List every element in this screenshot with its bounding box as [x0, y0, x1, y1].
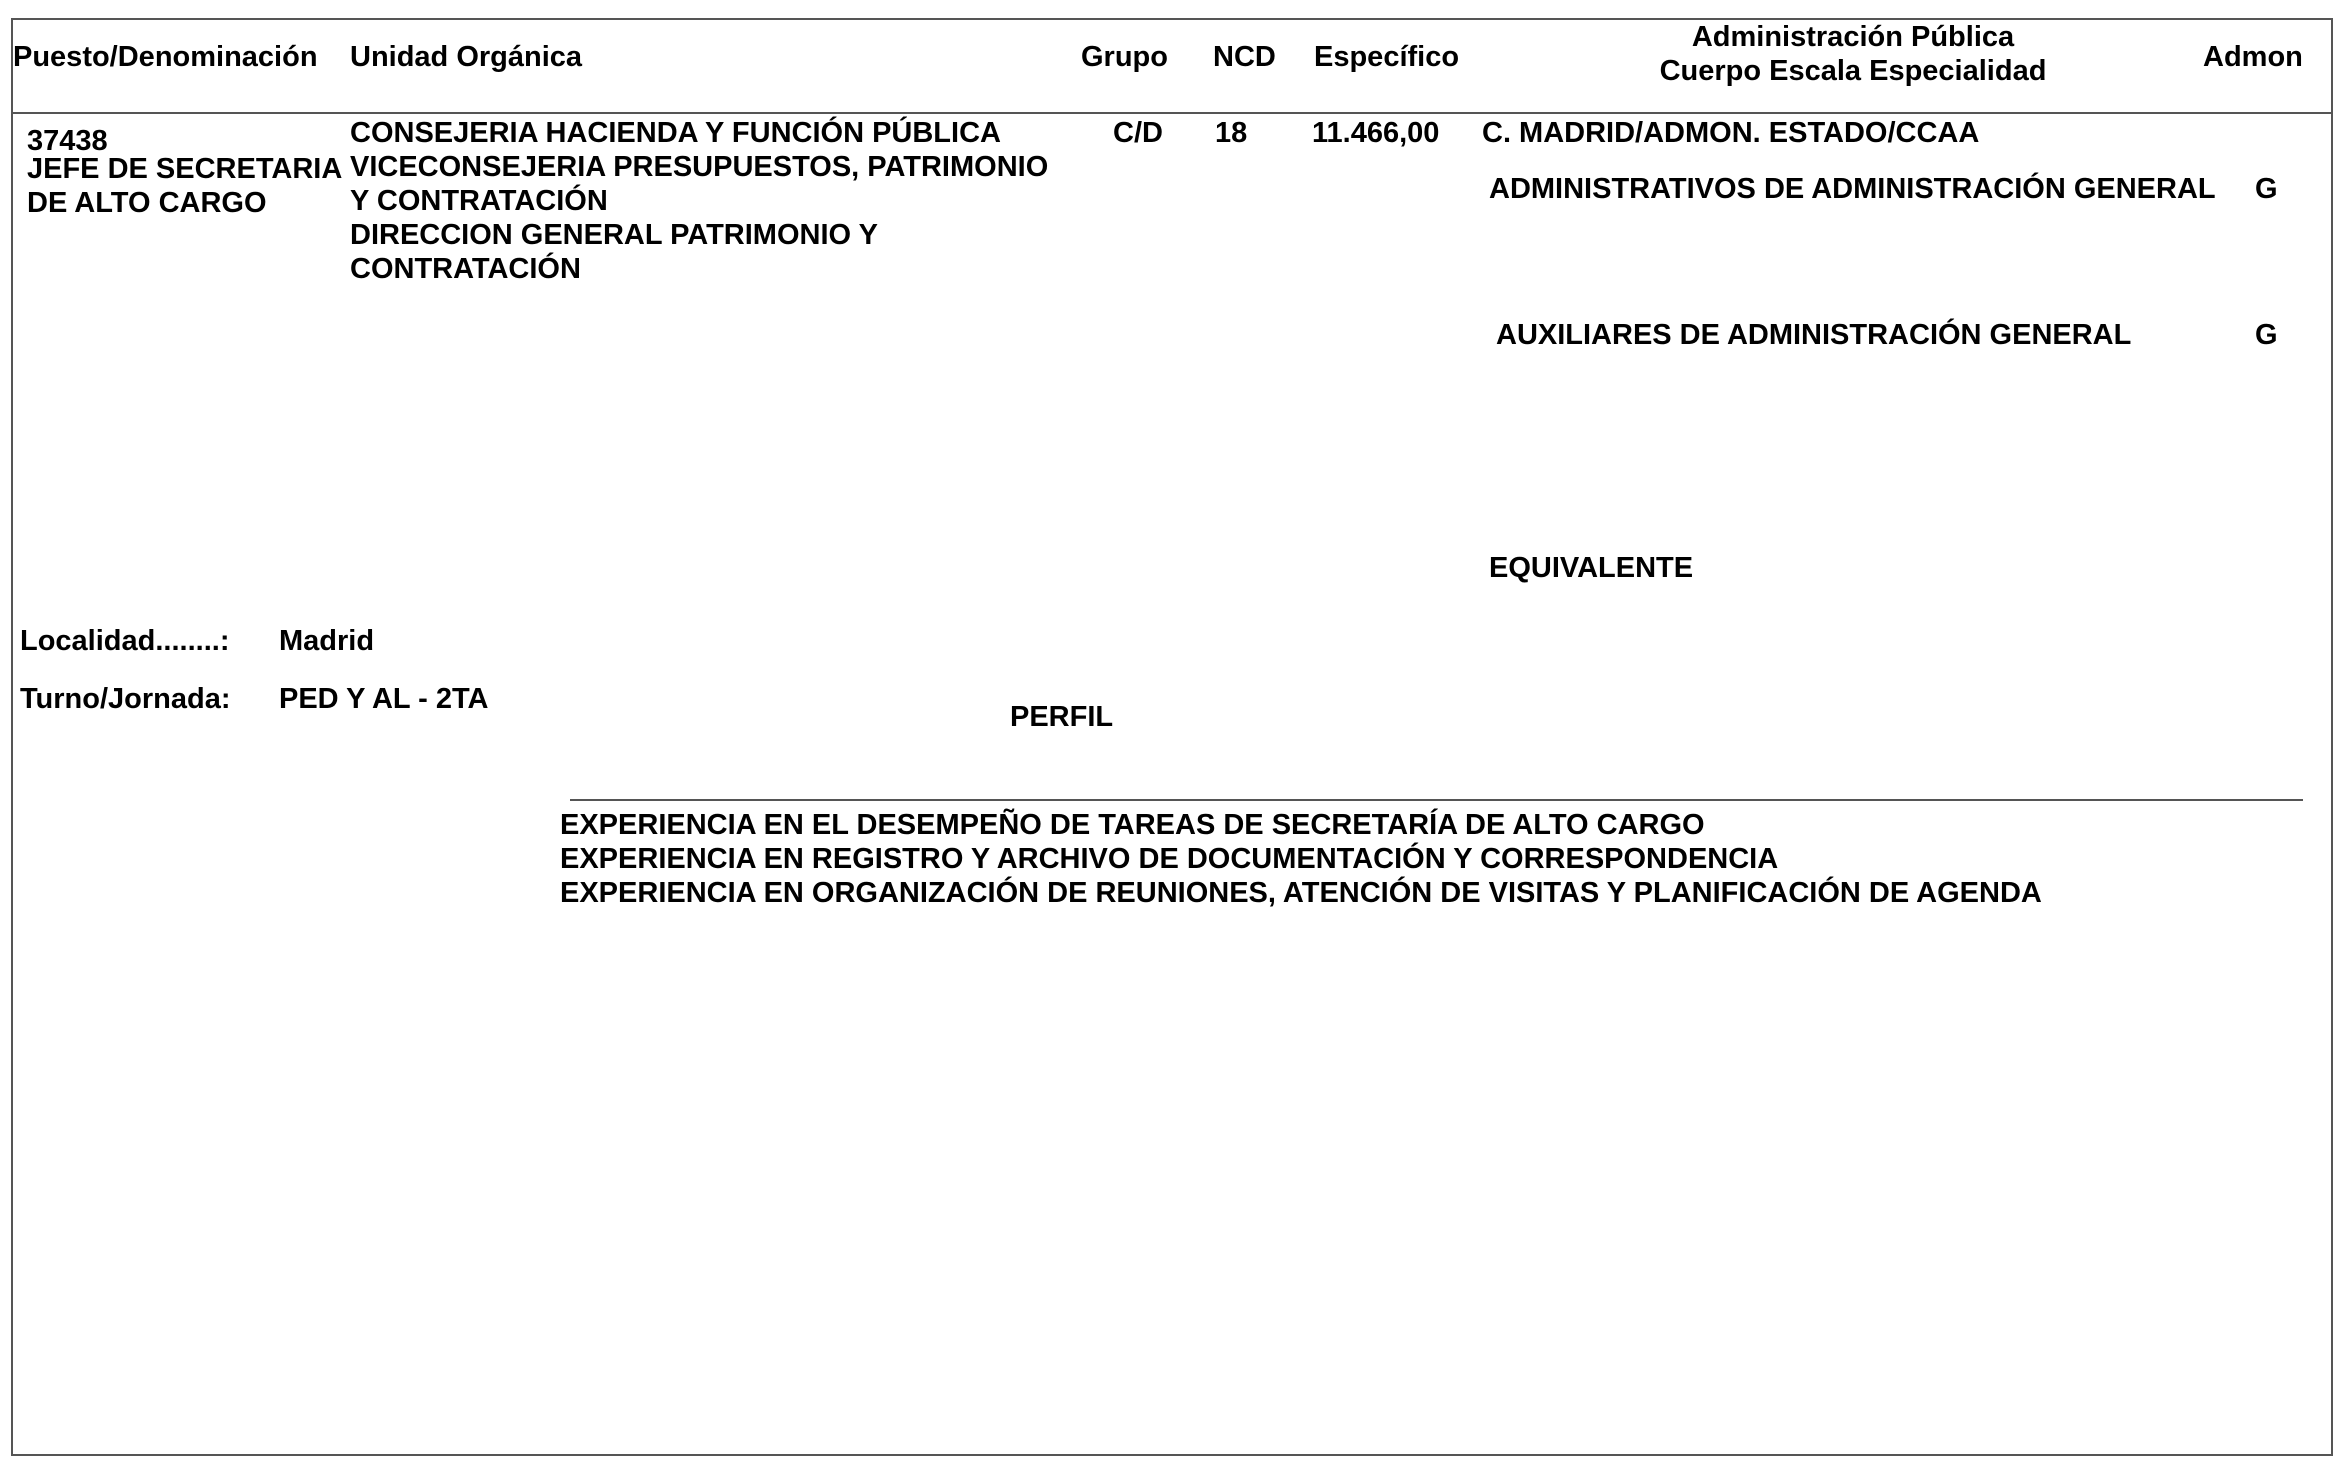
equivalente-label: EQUIVALENTE: [1489, 552, 1694, 584]
unidad-line2: VICECONSEJERIA PRESUPUESTOS, PATRIMONIO: [350, 151, 1049, 183]
header-admon: Admon: [2203, 41, 2303, 73]
cuerpo-1-admon: G: [2255, 173, 2278, 205]
ncd-value: 18: [1215, 117, 1248, 149]
header-especifico: Específico: [1314, 41, 1460, 73]
unidad-line4: DIRECCION GENERAL PATRIMONIO Y: [350, 219, 878, 251]
perfil-line3: EXPERIENCIA EN ORGANIZACIÓN DE REUNIONES, ATENCIÓN DE VISITAS Y PLANIFICACIÓN DE AGENDA: [560, 877, 2042, 909]
perfil-title: PERFIL: [1010, 701, 1114, 733]
perfil-line1: EXPERIENCIA EN EL DESEMPEÑO DE TAREAS DE SECRETARÍA DE ALTO CARGO: [560, 809, 1705, 841]
header-ncd: NCD: [1213, 41, 1276, 73]
administracion-value: C. MADRID/ADMON. ESTADO/CCAA: [1482, 117, 1980, 149]
header-puesto: Puesto/Denominación: [13, 41, 318, 73]
puesto-name-line1: JEFE DE SECRETARIA: [27, 153, 343, 185]
header-divider: [13, 112, 2331, 114]
unidad-line5: CONTRATACIÓN: [350, 253, 581, 285]
unidad-line1: CONSEJERIA HACIENDA Y FUNCIÓN PÚBLICA: [350, 117, 1001, 149]
unidad-line3: Y CONTRATACIÓN: [350, 185, 608, 217]
puesto-name-line2: DE ALTO CARGO: [27, 187, 267, 219]
grupo-value: C/D: [1113, 117, 1163, 149]
localidad-value: Madrid: [279, 625, 375, 657]
especifico-value: 11.466,00: [1312, 117, 1440, 149]
cuerpo-2-name: AUXILIARES DE ADMINISTRACIÓN GENERAL: [1496, 319, 2132, 351]
perfil-line2: EXPERIENCIA EN REGISTRO Y ARCHIVO DE DOCUMENTACIÓN Y CORRESPONDENCIA: [560, 843, 1779, 875]
header-grupo: Grupo: [1081, 41, 1168, 73]
header-cuerpo-escala: Cuerpo Escala Especialidad: [1659, 55, 2047, 87]
turno-label: Turno/Jornada:: [20, 683, 231, 715]
record-frame: [11, 18, 2333, 1456]
localidad-label: Localidad........:: [20, 625, 230, 657]
puesto-code: 37438: [27, 125, 108, 157]
cuerpo-1-name: ADMINISTRATIVOS DE ADMINISTRACIÓN GENERAL: [1489, 173, 2216, 205]
perfil-divider: [570, 799, 2303, 801]
header-unidad: Unidad Orgánica: [350, 41, 583, 73]
header-admin-publica: Administración Pública: [1691, 21, 2015, 53]
cuerpo-2-admon: G: [2255, 319, 2278, 351]
turno-value: PED Y AL - 2TA: [279, 683, 489, 715]
